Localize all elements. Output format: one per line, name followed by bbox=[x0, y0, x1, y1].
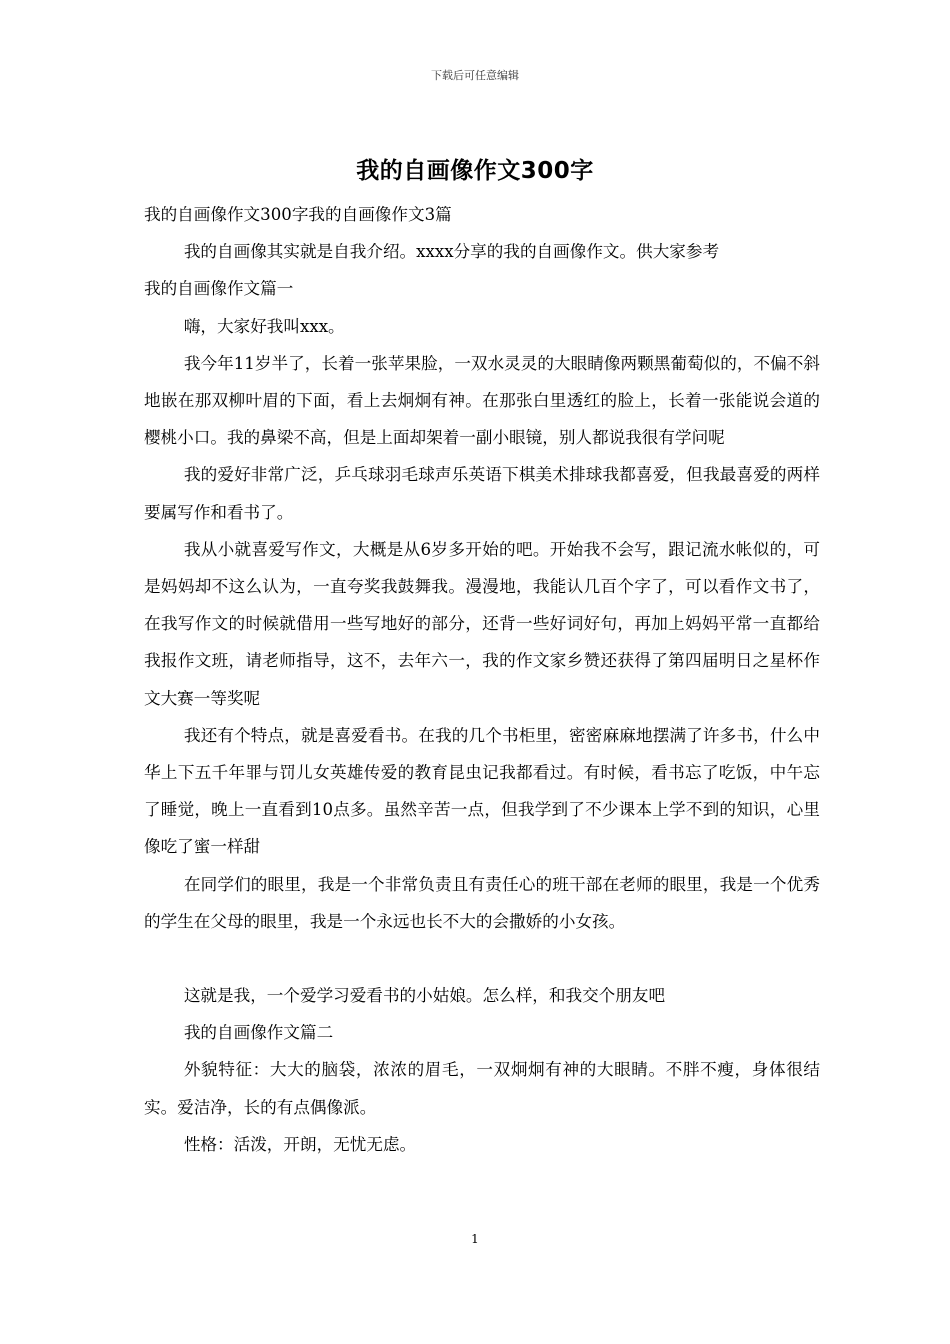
page-header-note: 下载后可任意编辑 bbox=[431, 69, 519, 82]
body-paragraph: 在同学们的眼里，我是一个非常负责且有责任心的班干部在老师的眼里，我是一个优秀的学生在父母的眼里，我是一个永远也长不大的会撒娇的小女孩。 bbox=[144, 874, 820, 931]
intro-paragraph: 我的自画像其实就是自我介绍。xxxx分享的我的自画像作文。供大家参考 bbox=[183, 242, 720, 262]
body-paragraph: 我的爱好非常广泛，乒乓球羽毛球声乐英语下棋美术排球我都喜爱，但我最喜爱的两样要属写作和看书了。 bbox=[144, 465, 820, 522]
body-paragraph: 这就是我，一个爱学习爱看书的小姑娘。怎么样，和我交个朋友吧 bbox=[183, 986, 666, 1006]
document-body bbox=[144, 196, 820, 1163]
page-number: 1 bbox=[471, 1232, 479, 1246]
section-heading-one: 我的自画像作文篇一 bbox=[144, 279, 294, 299]
section-heading-two: 我的自画像作文篇二 bbox=[183, 1023, 334, 1043]
body-paragraph: 嗨，大家好我叫xxx。 bbox=[183, 316, 345, 336]
body-paragraph: 外貌特征：大大的脑袋，浓浓的眉毛，一双炯炯有神的大眼睛。不胖不瘦，身体很结实。爱洁净，长的有点偶像派。 bbox=[144, 1060, 820, 1117]
document-title: 我的自画像作文300字 bbox=[356, 158, 594, 184]
body-paragraph: 我今年11岁半了，长着一张苹果脸，一双水灵灵的大眼睛像两颗黑葡萄似的，不偏不斜地嵌在那双柳叶眉的下面，看上去炯炯有神。在那张白里透红的脸上，长着一张能说会道的樱桃小口。我的鼻梁不高，但是上面却架着一副小眼镜，别人都说我很有学问呢 bbox=[144, 353, 820, 448]
body-paragraph: 我从小就喜爱写作文，大概是从6岁多开始的吧。开始我不会写，跟记流水帐似的，可是妈妈却不这么认为，一直夸奖我鼓舞我。漫漫地，我能认几百个字了，可以看作文书了，在我写作文的时候就借用一些写地好的部分，还背一些好词好句，再加上妈妈平常一直都给我报作文班，请老师指导，这不，去年六一，我的作文家乡赞还获得了第四届明日之星杯作文大赛一等奖呢 bbox=[144, 539, 820, 708]
subtitle-paragraph: 我的自画像作文300字我的自画像作文3篇 bbox=[144, 205, 452, 224]
body-paragraph: 我还有个特点，就是喜爱看书。在我的几个书柜里，密密麻麻地摆满了许多书，什么中华上下五千年罪与罚儿女英雄传爱的教育昆虫记我都看过。有时候，看书忘了吃饭，中午忘了睡觉，晚上一直看到10点多。虽然辛苦一点，但我学到了不少课本上学不到的知识，心里像吃了蜜一样甜 bbox=[144, 725, 820, 857]
body-paragraph: 性格：活泼，开朗，无忧无虑。 bbox=[183, 1134, 417, 1154]
